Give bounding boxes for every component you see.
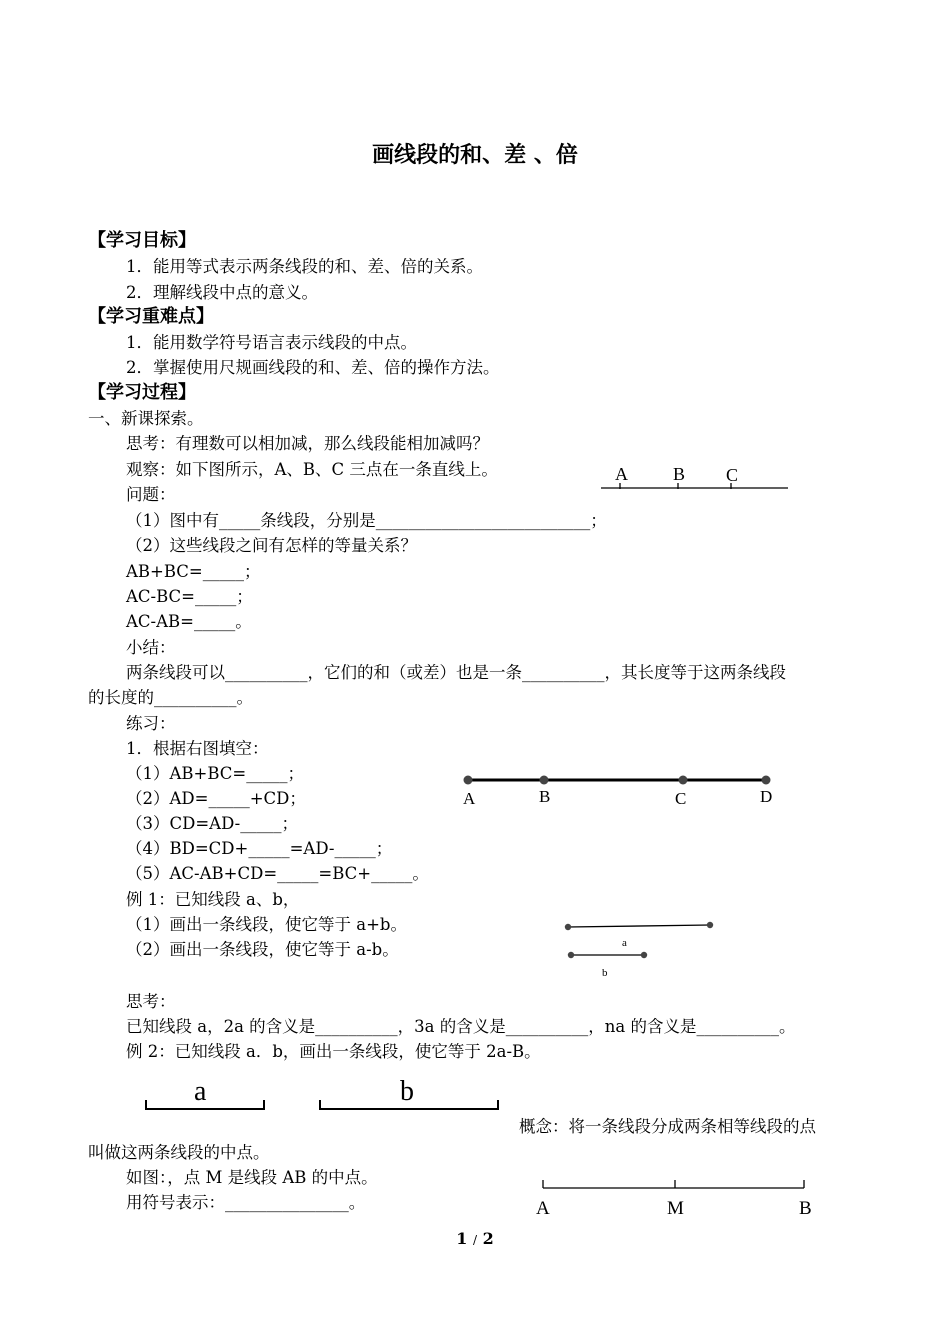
heading-process: 【学习过程】 [88,382,196,403]
think-label: 思考： [126,992,176,1011]
page-number [0,1229,950,1248]
heading-key-points: 【学习重难点】 [88,306,214,327]
practice-item: （4）BD=CD+_____=AD-_____； [126,839,393,858]
page-total: 2 [482,1229,494,1248]
point-label: D [760,787,773,806]
page-current: 1 [456,1229,468,1248]
concept-text: 叫做这两条线段的中点。 [88,1143,270,1162]
point-label: B [673,464,686,484]
example-title: 例 1：已知线段 a、b， [126,890,300,909]
question-label: 问题： [126,485,176,504]
concept-text: 概念：将一条线段分成两条相等线段的点 [519,1117,816,1136]
example-item: （1）画出一条线段，使它等于 a+b。 [126,915,407,934]
page-title: 画线段的和、差 、倍 [372,143,578,168]
summary-text: 两条线段可以__________，它们的和（或差）也是一条__________，其长度等于这两条线段 [126,663,786,682]
segment-label: a [622,937,627,949]
point-label: B [799,1198,812,1219]
question-item: （2）这些线段之间有怎样的等量关系？ [126,536,417,555]
point-label: C [726,465,739,485]
think-text: 已知线段 a，2a 的含义是__________，3a 的含义是__________，na 的含义是__________。 [126,1017,796,1036]
objective-item: 1．能用等式表示两条线段的和、差、倍的关系。 [126,257,483,276]
segment-label: b [602,967,608,979]
equation-line: AC-AB=_____。 [126,612,252,631]
point-label: A [615,464,628,484]
practice-item: 1．根据右图填空： [126,739,269,758]
observe-text: 观察：如下图所示，A、B、C 三点在一条直线上。 [126,460,498,479]
point-label: M [667,1198,684,1219]
practice-item: （1）AB+BC=_____； [126,764,304,783]
practice-item: （2）AD=_____+CD； [126,789,306,808]
figure-abcd-line [455,765,785,810]
symbol-text: 用符号表示：_______________。 [126,1193,366,1212]
point-label: C [675,789,687,808]
key-point-item: 1．能用数学符号语言表示线段的中点。 [126,333,417,352]
segment-label: a [194,1076,207,1107]
equation-line: AC-BC=_____； [126,587,253,606]
figure-abc-line [596,458,796,498]
point-label: B [539,787,551,806]
segment-label: b [400,1076,414,1107]
figure-amb-line [530,1170,820,1220]
summary-label: 小结： [126,638,176,657]
figure-description: 如图：，点 M 是线段 AB 的中点。 [126,1168,378,1187]
question-item: （1）图中有_____条线段，分别是__________________________； [126,511,607,530]
heading-objectives: 【学习目标】 [88,230,196,251]
figure-ab-large [138,1072,508,1117]
section-title: 一、新课探索。 [88,409,204,428]
summary-text: 的长度的__________。 [88,688,253,707]
equation-line: AB+BC=_____； [126,562,261,581]
example-title: 例 2：已知线段 a．b，画出一条线段，使它等于 2a-B。 [126,1042,541,1061]
point-label: A [536,1198,550,1219]
think-text: 思考：有理数可以相加减，那么线段能相加减吗？ [126,434,489,453]
practice-item: （3）CD=AD-_____； [126,814,298,833]
objective-item: 2．理解线段中点的意义。 [126,283,318,302]
practice-item: （5）AC-AB+CD=_____=BC+_____。 [126,864,429,883]
practice-label: 练习： [126,714,176,733]
point-label: A [463,789,476,808]
key-point-item: 2．掌握使用尺规画线段的和、差、倍的操作方法。 [126,358,500,377]
example-item: （2）画出一条线段，使它等于 a-b。 [126,940,399,959]
page-separator: / [472,1233,478,1247]
figure-ab-small [560,915,720,985]
